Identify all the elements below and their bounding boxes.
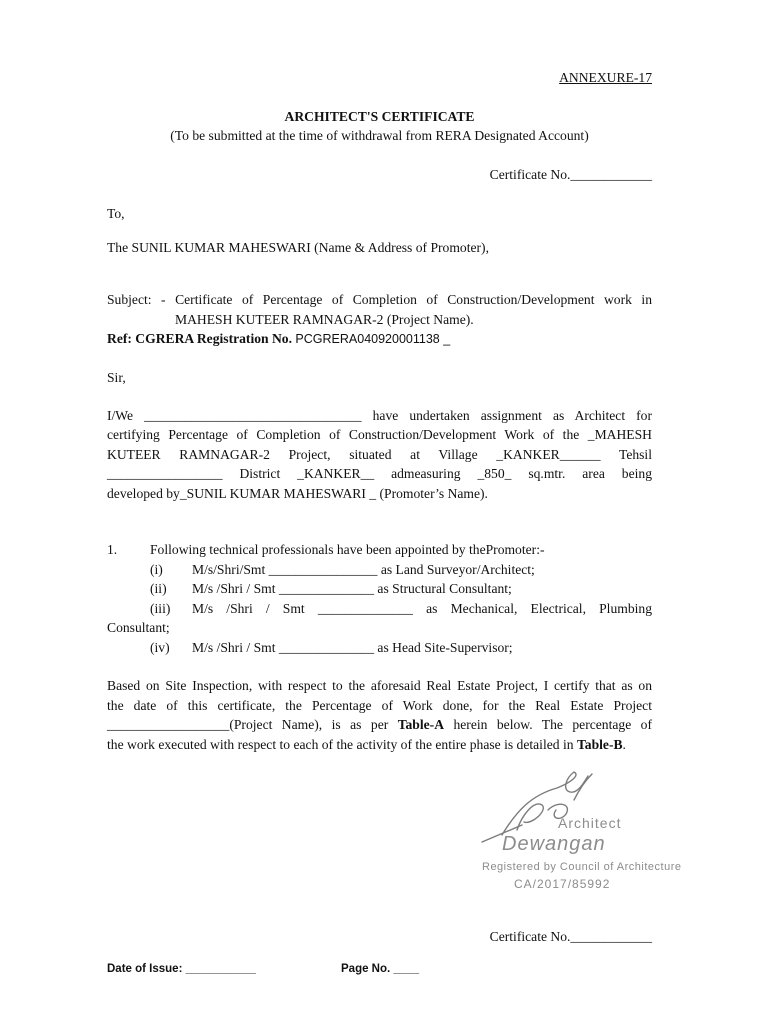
para2-line-3 [107, 715, 652, 735]
professional-item-number: (iv) [150, 640, 170, 655]
para2-text: herein below. The percentage of [444, 717, 652, 732]
page-subtitle: (To be submitted at the time of withdrawal from RERA Designated Account) [170, 128, 589, 143]
certificate-number-bottom: Certificate No.____________ [489, 929, 652, 944]
professional-item-text: M/s /Shri / Smt ______________ as Mechanical, Electrical, Plumbing [192, 601, 652, 616]
to-label: To, [107, 206, 125, 221]
addressee: The SUNIL KUMAR MAHESWARI (Name & Address of Promoter), [107, 240, 489, 255]
reference-label: Ref: CGRERA Registration No. [107, 331, 293, 346]
reference-line [107, 329, 450, 350]
professional-item-text: M/s /Shri / Smt ______________ as Head Site-Supervisor; [192, 640, 513, 655]
professional-item-text: M/s/Shri/Smt ________________ as Land Surveyor/Architect; [192, 562, 535, 577]
table-a-reference: Table-A [397, 717, 445, 732]
section1-intro: Following technical professionals have been appointed by thePromoter:- [150, 542, 545, 557]
para2-line-1: Based on Site Inspection, with respect to the aforesaid Real Estate Project, I certify that as on [107, 678, 652, 693]
stamp-registration-number: CA/2017/85992 [514, 877, 611, 891]
page-title: ARCHITECT'S CERTIFICATE [284, 109, 475, 124]
stamp-name: Dewangan [502, 833, 606, 855]
para2-line-4 [107, 735, 626, 755]
para2-line-2: the date of this certificate, the Percentage of Work done, for the Real Estate Project [107, 698, 652, 713]
para1-line-2: certifying Percentage of Completion of Construction/Development Work of the _MAHESH [107, 427, 652, 442]
professional-item-number: (ii) [150, 581, 167, 596]
professional-item-continuation: Consultant; [107, 620, 170, 635]
stamp-title: Architect [558, 815, 622, 831]
stamp-text [482, 815, 681, 891]
para1-line-4: _________________ District _KANKER__ admeasuring _850_ sq.mtr. area being [107, 466, 652, 481]
architect-stamp-signature [462, 770, 682, 900]
page-number: Page No. ____ [341, 963, 419, 975]
subject-line-1: Subject: - Certificate of Percentage of Completion of Construction/Development work in [107, 292, 652, 307]
professional-item-text: M/s /Shri / Smt ______________ as Structural Consultant; [192, 581, 512, 596]
signature-scribble [482, 772, 592, 842]
date-of-issue: Date of Issue: ___________ [107, 963, 256, 975]
table-b-reference: Table-B [576, 737, 623, 752]
certificate-number-top: Certificate No.____________ [489, 167, 652, 182]
registration-number: PCGRERA040920001138 _ [295, 332, 451, 346]
para2-text: __________________(Project Name), is as per [107, 717, 398, 732]
subject-line-2: MAHESH KUTEER RAMNAGAR-2 (Project Name). [175, 312, 474, 327]
annexure-label: ANNEXURE-17 [559, 70, 652, 85]
professional-item-number: (iii) [150, 601, 171, 616]
salutation: Sir, [107, 370, 126, 385]
professional-item-number: (i) [150, 562, 163, 577]
para1-line-5: developed by_SUNIL KUMAR MAHESWARI _ (Promoter’s Name). [107, 486, 488, 501]
para1-line-3: KUTEER RAMNAGAR-2 Project, situated at Village _KANKER______ Tehsil [107, 447, 652, 462]
para2-text: the work executed with respect to each of the activity of the entire phase is detailed in [107, 737, 577, 752]
para1-line-1: I/We ________________________________ have undertaken assignment as Architect for [107, 408, 652, 423]
para2-text: . [622, 737, 626, 752]
stamp-registration-body: Registered by Council of Architecture [482, 861, 682, 873]
section1-number: 1. [107, 542, 118, 557]
